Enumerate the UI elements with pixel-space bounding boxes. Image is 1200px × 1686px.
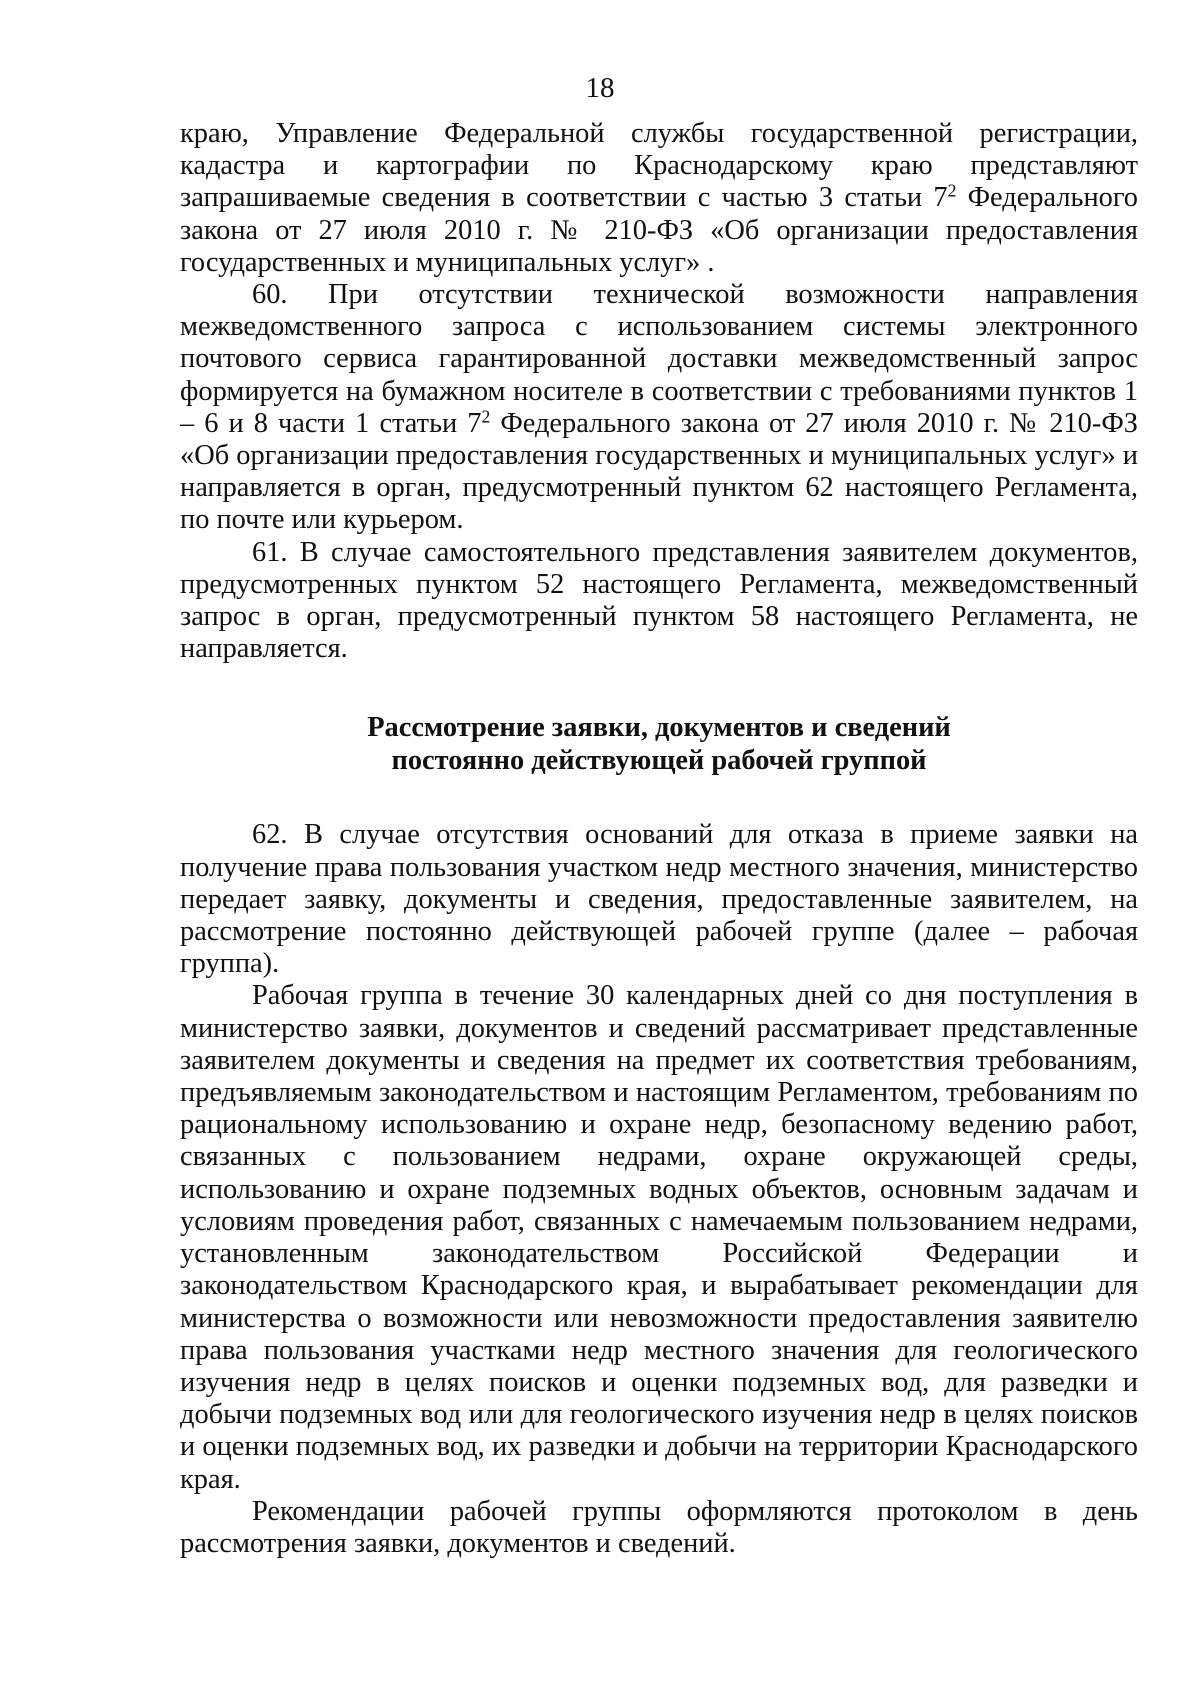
paragraph-62: 62. В случае отсутствия оснований для отказа в приеме заявки на получение права пользования участком недр местного значения, министерство передает заявку, документы и сведения, предоставленные заявителем, на рассмотрение постоянно действующей рабочей группе (далее – рабочая группа).: [180, 819, 1138, 980]
paragraph-text: 61. В случае самостоятельного представления заявителем документов, предусмотренных пунктом 52 настоящего Регламента, межведомственный запрос в орган, предусмотренный пунктом 58 настоящего Регламента, не направляется.: [180, 536, 1138, 665]
paragraph-text: краю, Управление Федеральной службы государственной регистрации, кадастра и картографии по Краснодарскому краю представляют запрашиваемые сведения в соответствии с частью 3 статьи 7: [180, 118, 1138, 214]
paragraph-60: [180, 279, 1138, 537]
section-heading: [180, 711, 1138, 777]
paragraph-62-working-group: Рабочая группа в течение 30 календарных дней со дня поступления в министерство заявки, документов и сведений рассматривает представленные заявителем документы и сведения на предмет их соответствия требованиям, предъявляемым законодательством и настоящим Регламентом, требованиям по рациональному использованию и охране недр, безопасному ведению работ, связанных с пользованием недрами, охране окружающей среды, использованию и охране подземных водных объектов, основным задачам и условиям проведения работ, связанных с намечаемым пользованием недрами, установленным законодательством Российской Федерации и законодательством Краснодарского края, и вырабатывает рекомендации для министерства о возможности или невозможности предоставления заявителю права пользования участками недр местного значения для геологического изучения недр в целях поисков и оценки подземных вод, для разведки и добычи подземных вод или для геологического изучения недр в целях поисков и оценки подземных вод, их разведки и добычи на территории Краснодарского края.: [180, 980, 1138, 1495]
document-body: [180, 118, 1138, 1560]
paragraph-continuation: [180, 118, 1138, 279]
paragraph-62-recommendations: Рекомендации рабочей группы оформляются протоколом в день рассмотрения заявки, документов и сведений.: [180, 1495, 1138, 1559]
superscript: 2: [947, 180, 957, 201]
paragraph-61: [180, 537, 1138, 666]
section-heading-line-2: постоянно действующей рабочей группой: [391, 745, 927, 777]
page-number: 18: [585, 72, 615, 104]
superscript: 2: [481, 406, 491, 427]
paragraph-text: Федерального закона от 27 июля 2010 г. № 210-ФЗ «Об организации предоставления государственных и муниципальных услуг» и направляется в орган, предусмотренный пунктом 62 настоящего Регламента, по почте или курьером.: [180, 407, 1138, 536]
section-heading-line-1: Рассмотрение заявки, документов и сведений: [367, 712, 951, 744]
paragraph-text: 60. При отсутствии технической возможности направления межведомственного запроса с использованием системы электронного почтового сервиса гарантированной доставки межведомственный запрос формируется на бумажном носителе в соответствии с требованиями пунктов 1 – 6 и 8 части 1 статьи 7: [180, 279, 1138, 439]
paragraph-text: Федерального закона от 27 июля 2010 г. № 210-ФЗ «Об организации предоставления государственных и муниципальных услуг» .: [180, 182, 1138, 278]
